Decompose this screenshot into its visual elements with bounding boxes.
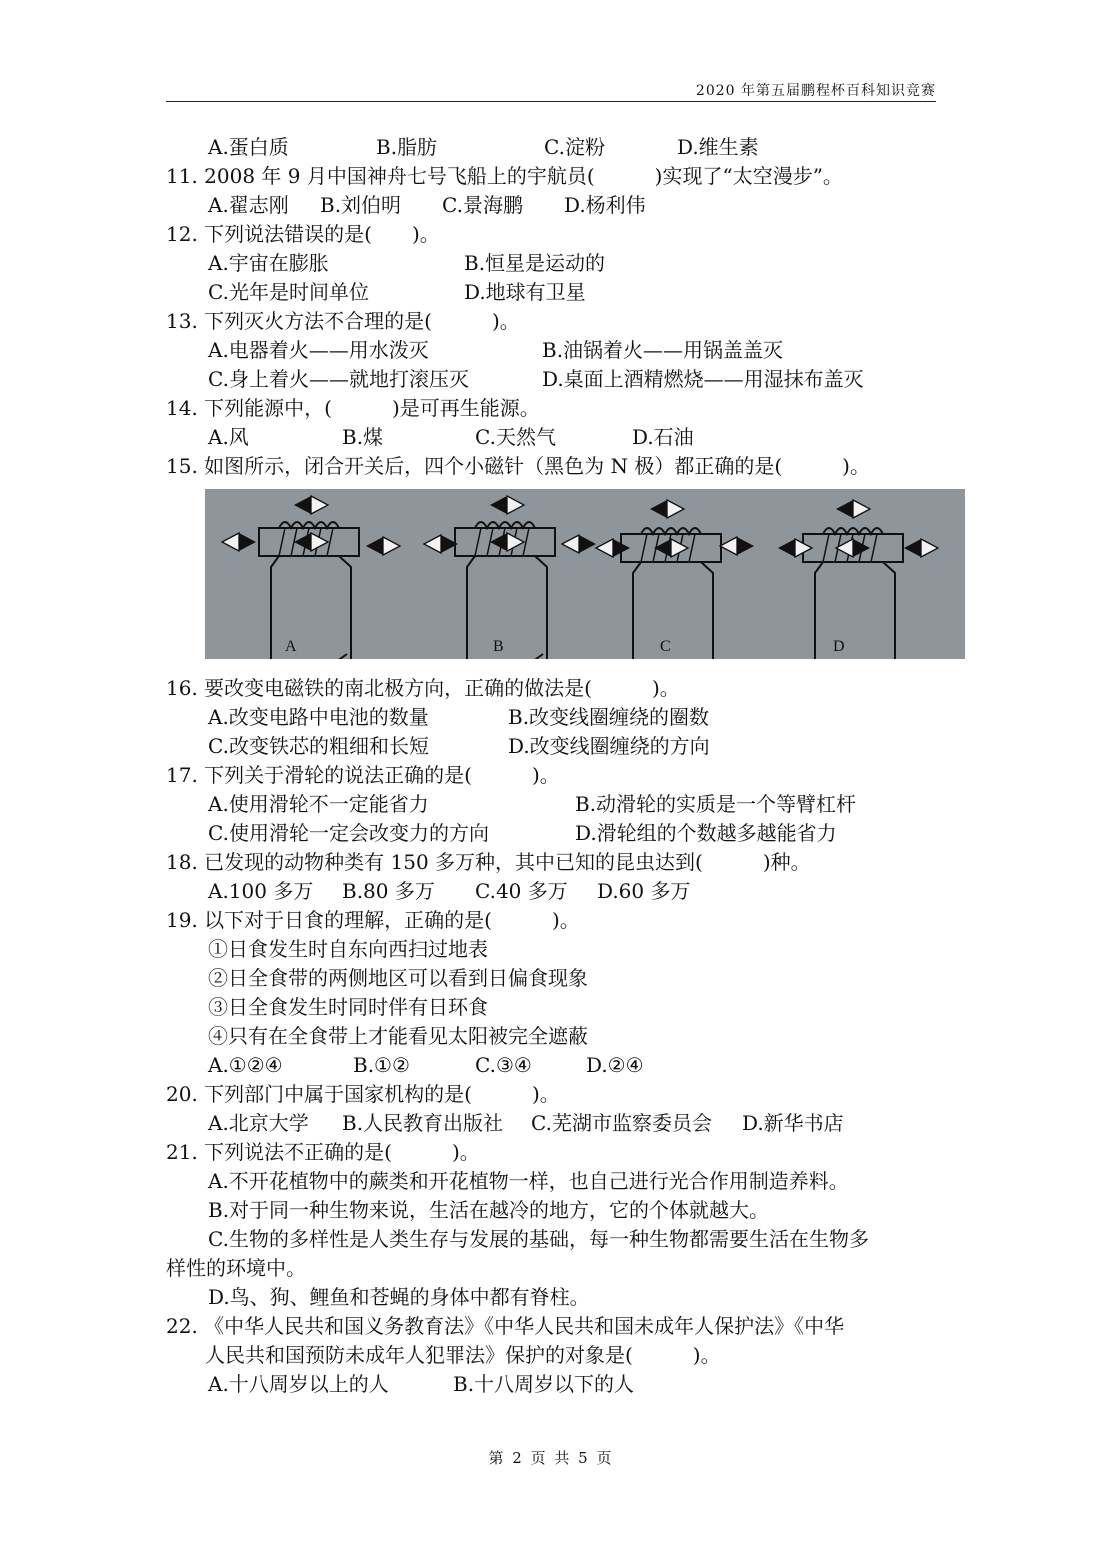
q12-option-d[interactable]: D.地球有卫星	[464, 280, 586, 304]
q20-option-b[interactable]: B.人民教育出版社	[342, 1111, 504, 1135]
q19-statement-2: ②日全食带的两侧地区可以看到日偏食现象	[208, 966, 588, 990]
q15-stem: 15. 如图所示，闭合开关后，四个小磁针（黑色为 N 极）都正确的是( )。	[166, 454, 870, 478]
q21-option-c-cont: 样性的环境中。	[166, 1256, 306, 1280]
figure-label-b: B	[493, 638, 504, 655]
q14-option-b[interactable]: B.煤	[342, 425, 384, 449]
q16-stem: 16. 要改变电磁铁的南北极方向，正确的做法是( )。	[166, 676, 680, 700]
q19-statement-3: ③日全食发生时同时伴有日环食	[208, 995, 488, 1019]
q11-option-b[interactable]: B.刘伯明	[320, 193, 402, 217]
q13-option-b[interactable]: B.油锅着火——用锅盖盖灭	[542, 338, 784, 362]
q16-option-a[interactable]: A.改变电路中电池的数量	[208, 705, 429, 729]
q17-option-c[interactable]: C.使用滑轮一定会改变力的方向	[208, 821, 489, 845]
q11-stem: 11. 2008 年 9 月中国神舟七号飞船上的宇航员( )实现了“太空漫步”。	[166, 164, 843, 188]
q13-option-a[interactable]: A.电器着火——用水泼灭	[208, 338, 429, 362]
q19-option-a[interactable]: A.①②④	[208, 1053, 283, 1077]
q18-option-a[interactable]: A.100 多万	[208, 879, 314, 903]
q11-option-d[interactable]: D.杨利伟	[564, 193, 646, 217]
q17-options-row1	[166, 790, 946, 819]
figure-label-c: C	[660, 638, 671, 655]
q17-options-row2	[166, 819, 946, 848]
q21-stem: 21. 下列说法不正确的是( )。	[166, 1140, 480, 1164]
figure-label-a: A	[285, 638, 297, 655]
q14-option-a[interactable]: A.风	[208, 425, 249, 449]
q21-option-c[interactable]: C.生物的多样性是人类生存与发展的基础，每一种生物都需要生活在生物多	[208, 1227, 869, 1251]
q11-options	[166, 191, 946, 220]
q16-options-row1	[166, 703, 946, 732]
q19-statement-4: ④只有在全食带上才能看见太阳被完全遮蔽	[208, 1024, 588, 1048]
q19-options	[166, 1051, 946, 1080]
q22-options	[166, 1370, 946, 1399]
q10-option-a[interactable]: A.蛋白质	[208, 135, 289, 159]
q22-option-a[interactable]: A.十八周岁以上的人	[208, 1372, 389, 1396]
q16-option-c[interactable]: C.改变铁芯的粗细和长短	[208, 734, 429, 758]
q12-option-c[interactable]: C.光年是时间单位	[208, 280, 369, 304]
q10-option-d[interactable]: D.维生素	[677, 135, 759, 159]
q20-stem: 20. 下列部门中属于国家机构的是( )。	[166, 1082, 560, 1106]
q20-option-d[interactable]: D.新华书店	[742, 1111, 844, 1135]
q14-option-d[interactable]: D.石油	[632, 425, 694, 449]
q12-options-row1	[166, 249, 946, 278]
q20-option-a[interactable]: A.北京大学	[208, 1111, 309, 1135]
q19-stem: 19. 以下对于日食的理解，正确的是( )。	[166, 908, 580, 932]
q17-stem: 17. 下列关于滑轮的说法正确的是( )。	[166, 763, 560, 787]
q10-option-b[interactable]: B.脂肪	[376, 135, 438, 159]
q16-option-d[interactable]: D.改变线圈缠绕的方向	[508, 734, 710, 758]
q10-options	[166, 133, 946, 162]
q22-stem: 22. 《中华人民共和国义务教育法》《中华人民共和国未成年人保护法》《中华	[166, 1314, 845, 1338]
figure-label-d: D	[833, 638, 845, 655]
page-footer: 第 2 页 共 5 页	[488, 1449, 614, 1467]
q19-option-c[interactable]: C.③④	[475, 1053, 532, 1077]
q21-option-b[interactable]: B.对于同一种生物来说，生活在越冷的地方，它的个体就越大。	[208, 1198, 770, 1222]
question-list	[166, 133, 946, 1399]
q14-stem: 14. 下列能源中，( )是可再生能源。	[166, 396, 540, 420]
q15-figure	[205, 489, 965, 659]
q18-stem: 18. 已发现的动物种类有 150 多万种，其中已知的昆虫达到( )种。	[166, 850, 811, 874]
q18-option-c[interactable]: C.40 多万	[475, 879, 568, 903]
q13-options-row2	[166, 365, 946, 394]
q17-option-d[interactable]: D.滑轮组的个数越多越能省力	[575, 821, 837, 845]
q20-options	[166, 1109, 946, 1138]
q13-options-row1	[166, 336, 946, 365]
q20-option-c[interactable]: C.芜湖市监察委员会	[531, 1111, 712, 1135]
q14-option-c[interactable]: C.天然气	[475, 425, 556, 449]
q12-option-b[interactable]: B.恒星是运动的	[464, 251, 606, 275]
q22-option-b[interactable]: B.十八周岁以下的人	[453, 1372, 635, 1396]
q19-option-b[interactable]: B.①②	[353, 1053, 410, 1077]
q12-stem: 12. 下列说法错误的是( )。	[166, 222, 440, 246]
q17-option-a[interactable]: A.使用滑轮不一定能省力	[208, 792, 429, 816]
q14-options	[166, 423, 946, 452]
q13-option-d[interactable]: D.桌面上酒精燃烧——用湿抹布盖灭	[542, 367, 864, 391]
q18-option-d[interactable]: D.60 多万	[597, 879, 691, 903]
header-rule	[166, 101, 936, 102]
q11-option-c[interactable]: C.景海鹏	[442, 193, 523, 217]
q19-statement-1: ①日食发生时自东向西扫过地表	[208, 937, 488, 961]
q18-options	[166, 877, 946, 906]
q11-option-a[interactable]: A.翟志刚	[208, 193, 289, 217]
q17-option-b[interactable]: B.动滑轮的实质是一个等臂杠杆	[575, 792, 857, 816]
q12-option-a[interactable]: A.宇宙在膨胀	[208, 251, 329, 275]
q16-options-row2	[166, 732, 946, 761]
electromagnet-figure	[205, 489, 965, 659]
q12-options-row2	[166, 278, 946, 307]
q10-option-c[interactable]: C.淀粉	[544, 135, 605, 159]
page-header: 2020 年第五届鹏程杯百科知识竞赛	[695, 83, 936, 99]
q13-option-c[interactable]: C.身上着火——就地打滚压灭	[208, 367, 469, 391]
q19-option-d[interactable]: D.②④	[586, 1053, 644, 1077]
q13-stem: 13. 下列灭火方法不合理的是( )。	[166, 309, 520, 333]
q18-option-b[interactable]: B.80 多万	[342, 879, 435, 903]
q16-option-b[interactable]: B.改变线圈缠绕的圈数	[508, 705, 710, 729]
q21-option-d[interactable]: D.鸟、狗、鲤鱼和苍蝇的身体中都有脊柱。	[208, 1285, 590, 1309]
q21-option-a[interactable]: A.不开花植物中的蕨类和开花植物一样，也自己进行光合作用制造养料。	[208, 1169, 849, 1193]
q22-stem-cont: 人民共和国预防未成年人犯罪法》保护的对象是( )。	[205, 1343, 721, 1367]
